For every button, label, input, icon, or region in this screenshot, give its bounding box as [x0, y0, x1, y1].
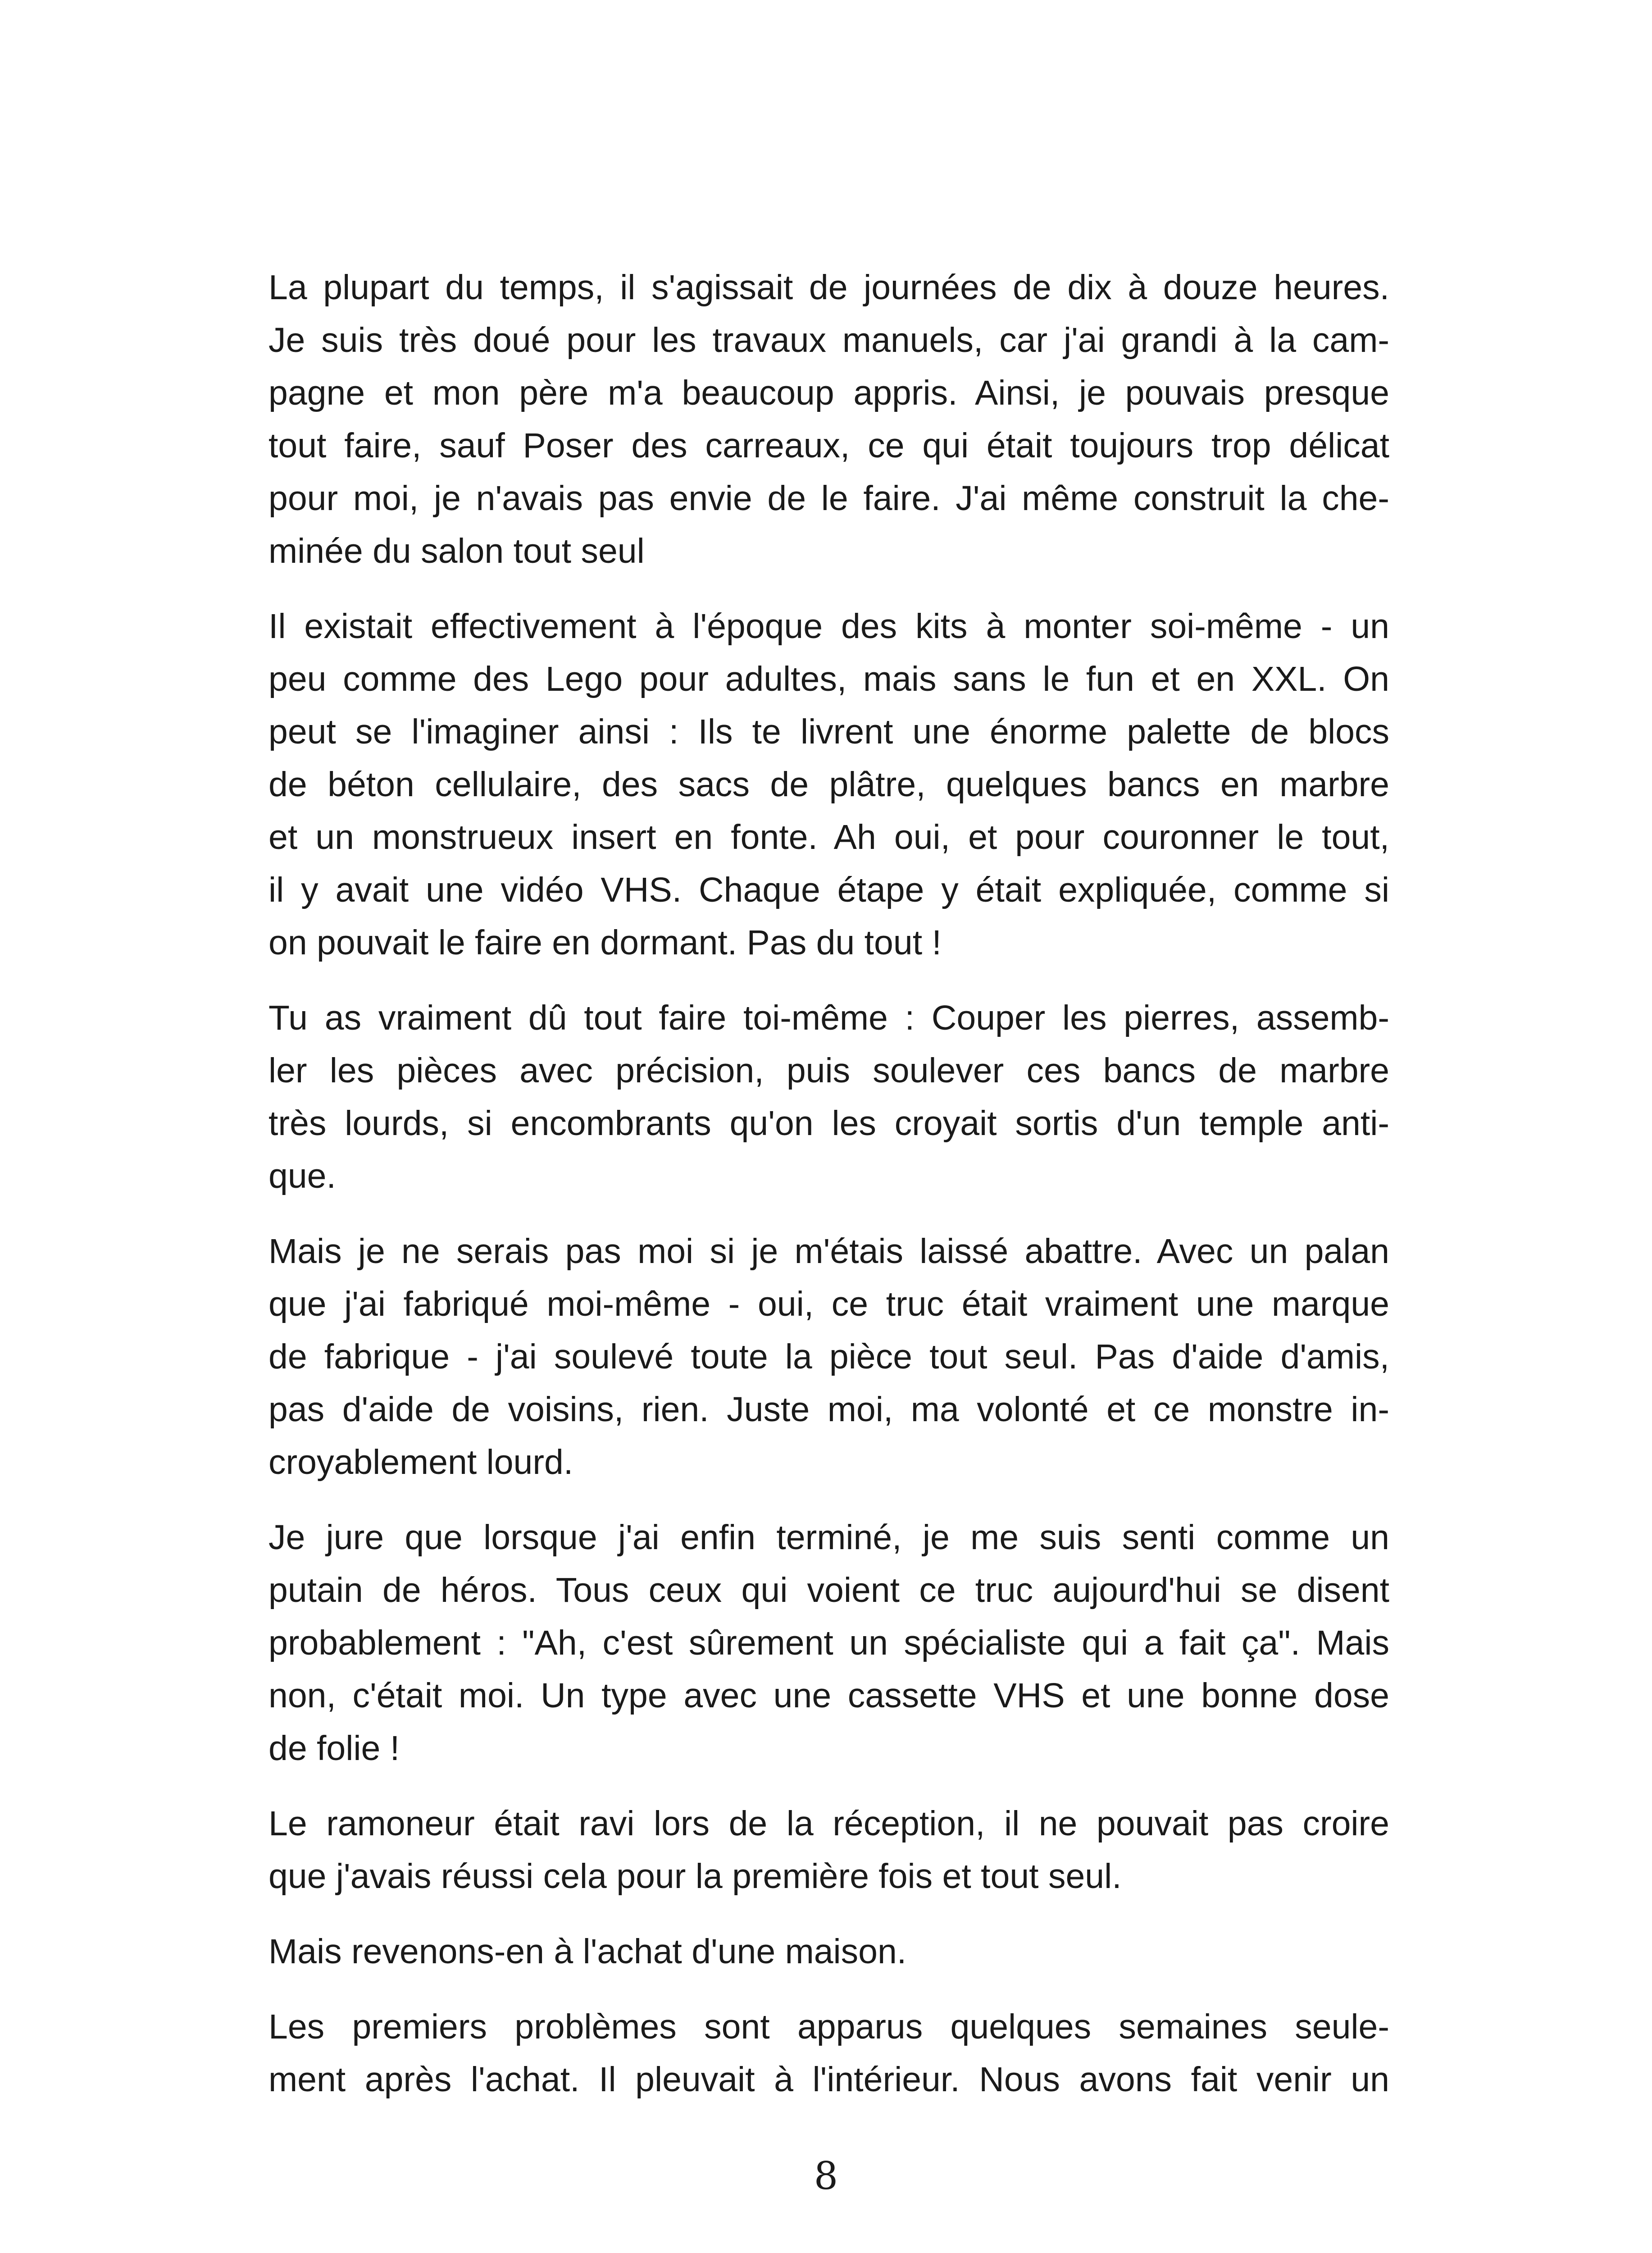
text-line: putain de héros. Tous ceux qui voient ce truc aujourd'hui se disent: [269, 1571, 1389, 1610]
paragraph: [269, 1511, 1389, 1775]
paragraph: [269, 992, 1389, 1203]
text-line: Mais je ne serais pas moi si je m'étais laissé abattre. Avec un palan: [269, 1232, 1389, 1271]
text-line: Tu as vraiment dû tout faire toi-même : Couper les pierres, assemb-: [269, 999, 1389, 1037]
text-line: Je suis très doué pour les travaux manuels, car j'ai grandi à la cam-: [269, 321, 1389, 360]
text-line: probablement : "Ah, c'est sûrement un spécialiste qui a fait ça". Mais: [269, 1624, 1389, 1662]
text-line: ment après l'achat. Il pleuvait à l'intérieur. Nous avons fait venir un: [269, 2060, 1389, 2099]
text-line: de béton cellulaire, des sacs de plâtre, quelques bancs en marbre: [269, 765, 1389, 804]
text-line: Il existait effectivement à l'époque des kits à monter soi-même - un: [269, 607, 1389, 646]
paragraph: [269, 261, 1389, 578]
text-line: peut se l'imaginer ainsi : Ils te livrent une énorme palette de blocs: [269, 712, 1389, 751]
paragraph: [269, 1225, 1389, 1489]
text-line: on pouvait le faire en dormant. Pas du tout !: [269, 923, 942, 962]
text-line: Le ramoneur était ravi lors de la réception, il ne pouvait pas croire: [269, 1804, 1389, 1843]
text-line: minée du salon tout seul: [269, 532, 645, 570]
paragraph: [269, 2001, 1389, 2106]
text-line: que.: [269, 1157, 336, 1195]
text-line: de folie !: [269, 1729, 400, 1768]
text-line: très lourds, si encombrants qu'on les croyait sortis d'un temple anti-: [269, 1104, 1389, 1143]
text-line: peu comme des Lego pour adultes, mais sans le fun et en XXL. On: [269, 660, 1389, 698]
body-text: [269, 261, 1389, 2129]
text-line: pas d'aide de voisins, rien. Juste moi, ma volonté et ce monstre in-: [269, 1390, 1389, 1429]
text-line: La plupart du temps, il s'agissait de journées de dix à douze heures.: [269, 268, 1389, 307]
page-number: 8: [814, 2154, 838, 2198]
text-line: Mais revenons-en à l'achat d'une maison.: [269, 1932, 907, 1971]
text-line: pagne et mon père m'a beaucoup appris. Ainsi, je pouvais presque: [269, 374, 1389, 412]
text-line: et un monstrueux insert en fonte. Ah oui, et pour couronner le tout,: [269, 818, 1389, 857]
text-line: Les premiers problèmes sont apparus quelques semaines seule-: [269, 2007, 1389, 2046]
text-line: non, c'était moi. Un type avec une cassette VHS et une bonne dose: [269, 1676, 1389, 1715]
text-line: Je jure que lorsque j'ai enfin terminé, je me suis senti comme un: [269, 1518, 1389, 1557]
text-line: il y avait une vidéo VHS. Chaque étape y était expliquée, comme si: [269, 871, 1389, 909]
paragraph: [269, 1925, 1389, 1978]
text-line: tout faire, sauf Poser des carreaux, ce qui était toujours trop délicat: [269, 426, 1389, 465]
text-line: pour moi, je n'avais pas envie de le faire. J'ai même construit la che-: [269, 479, 1389, 518]
text-line: que j'ai fabriqué moi-même - oui, ce truc était vraiment une marque: [269, 1285, 1389, 1323]
text-line: de fabrique - j'ai soulevé toute la pièce tout seul. Pas d'aide d'amis,: [269, 1337, 1389, 1376]
paragraph: [269, 1797, 1389, 1903]
text-line: croyablement lourd.: [269, 1443, 573, 1482]
text-line: que j'avais réussi cela pour la première fois et tout seul.: [269, 1857, 1122, 1896]
text-line: ler les pièces avec précision, puis soulever ces bancs de marbre: [269, 1051, 1389, 1090]
paragraph: [269, 600, 1389, 969]
